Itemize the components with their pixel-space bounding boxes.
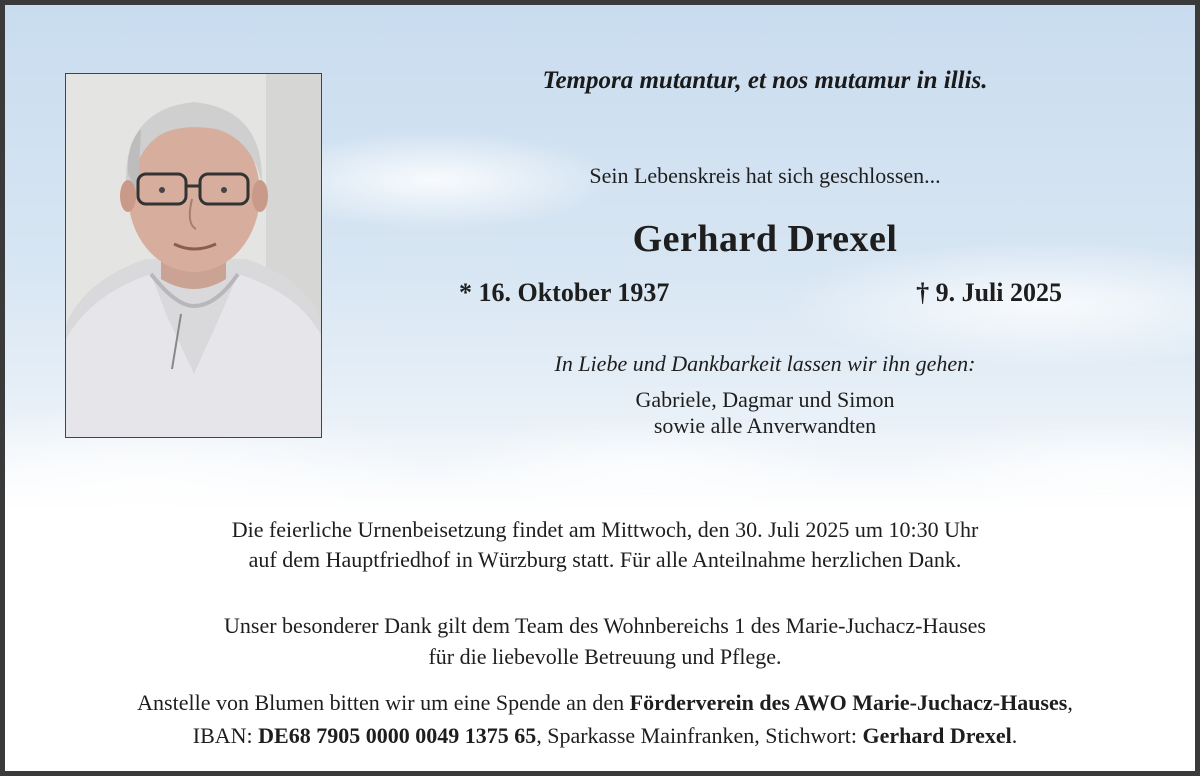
- donation-line2-suffix: .: [1011, 723, 1018, 748]
- iban-label: IBAN:: [192, 723, 259, 748]
- intro-text: Sein Lebenskreis hat sich geschlossen...: [589, 163, 941, 188]
- donation-line-1: [25, 686, 1185, 719]
- thanks-line: Unser besonderer Dank gilt dem Team des Wohnbereichs 1 des Marie-Juchacz-Hauses: [224, 613, 986, 638]
- donation-info: [25, 686, 1185, 752]
- donation-keyword: Gerhard Drexel: [862, 723, 1012, 748]
- ceremony-info: [45, 515, 1165, 575]
- motto: Tempora mutantur, et nos mutamur in illis.: [542, 67, 988, 94]
- donation-line1-suffix: ,: [1067, 690, 1073, 715]
- thanks-text: [45, 610, 1165, 672]
- mourners-line: sowie alle Anverwandten: [653, 413, 877, 438]
- donation-prefix: Anstelle von Blumen bitten wir um eine Spende an den: [137, 690, 630, 715]
- ceremony-line: auf dem Hauptfriedhof in Würzburg statt. Für alle Anteilnahme herzlichen Dank.: [248, 547, 962, 572]
- deceased-name: Gerhard Drexel: [632, 218, 898, 260]
- mourners-line: Gabriele, Dagmar und Simon: [635, 387, 895, 412]
- mourners: [460, 387, 1070, 439]
- farewell-line: In Liebe und Dankbarkeit lassen wir ihn gehen:: [554, 351, 976, 376]
- bank-text: , Sparkasse Mainfranken, Stichwort:: [536, 723, 863, 748]
- death-date: † 9. Juli 2025: [916, 278, 1062, 307]
- ceremony-line: Die feierliche Urnenbeisetzung findet am Mittwoch, den 30. Juli 2025 um 10:30 Uhr: [231, 517, 979, 542]
- birth-date: * 16. Oktober 1937: [459, 278, 670, 307]
- donation-recipient: Förderverein des AWO Marie-Juchacz-Hauses: [629, 690, 1068, 715]
- donation-line-2: [25, 719, 1185, 752]
- iban-number: DE68 7905 0000 0049 1375 65: [258, 723, 537, 748]
- thanks-line: für die liebevolle Betreuung und Pflege.: [428, 644, 782, 669]
- portrait-photo: [65, 73, 322, 438]
